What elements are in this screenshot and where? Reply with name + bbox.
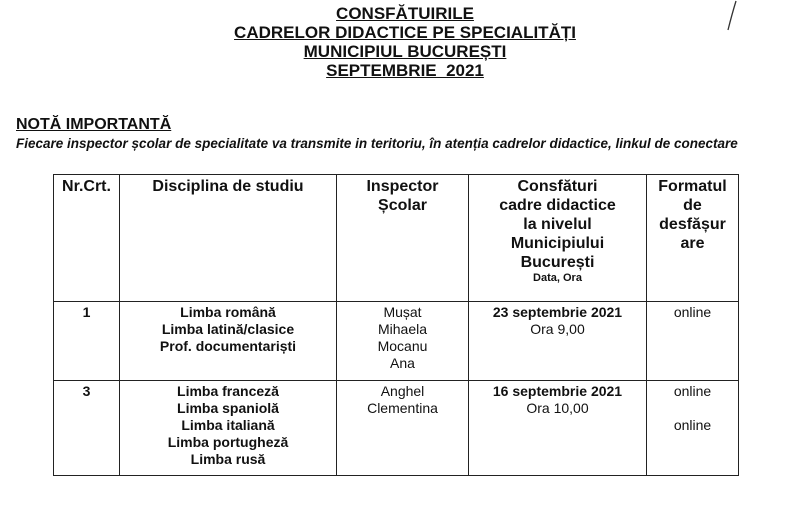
header-format-line: Formatul <box>658 178 727 195</box>
discipline-item: Limba italiană <box>181 417 275 433</box>
document-title <box>0 4 810 80</box>
title-line-1: CONSFĂTUIRILE <box>336 4 474 23</box>
meeting-date: 16 septembrie 2021 <box>492 383 623 399</box>
title-line-2: CADRELOR DIDACTICE PE SPECIALITĂȚI <box>234 23 576 42</box>
discipline-item: Limba rusă <box>190 451 266 467</box>
table-row <box>54 381 739 476</box>
header-meeting-sub: Data, Ora <box>533 272 582 284</box>
row-inspectors <box>337 302 469 381</box>
header-inspector-line: Școlar <box>378 197 427 214</box>
header-format-line: are <box>680 235 705 252</box>
meeting-date: 23 septembrie 2021 <box>492 304 623 320</box>
row-format <box>647 381 739 476</box>
inspector-name-part: Anghel <box>380 383 425 399</box>
title-line-3: MUNICIPIUL BUCUREȘTI <box>303 42 507 61</box>
header-inspector <box>337 175 469 302</box>
meeting-time: Ora 9,00 <box>530 321 585 337</box>
note-text: Fiecare inspector școlar de specialitate va transmite in teritoriu, în atenția cadrelor didactice, linkul de conectare <box>16 136 738 151</box>
note-title: NOTĂ IMPORTANTĂ <box>16 116 172 133</box>
header-nr: Nr.Crt. <box>54 175 120 302</box>
inspector-name-part: Mușat <box>383 304 422 320</box>
header-meeting-line: cadre didactice <box>499 197 616 214</box>
table-header-row <box>54 175 739 302</box>
row-nr: 3 <box>54 381 120 476</box>
discipline-item: Limba spaniolă <box>177 400 279 416</box>
header-meeting-line: la nivelul <box>523 216 592 233</box>
header-format <box>647 175 739 302</box>
header-meeting-line: București <box>520 254 595 271</box>
format-value: online <box>673 417 712 433</box>
header-format-line: desfășur <box>659 216 726 233</box>
header-meeting-line: Municipiului <box>510 235 605 252</box>
row-format <box>647 302 739 381</box>
row-datetime <box>469 381 647 476</box>
header-meeting <box>469 175 647 302</box>
discipline-item: Limba română <box>180 304 276 320</box>
header-meeting-line: Consfături <box>517 178 598 195</box>
format-spacer <box>650 400 735 417</box>
discipline-item: Limba portugheză <box>167 434 289 450</box>
inspector-name-part: Mocanu <box>377 338 428 354</box>
header-inspector-line: Inspector <box>366 178 439 195</box>
title-line-4: SEPTEMBRIE 2021 <box>326 61 484 80</box>
discipline-item: Limba franceză <box>177 383 279 399</box>
discipline-item: Prof. documentariști <box>159 338 297 354</box>
row-nr: 1 <box>54 302 120 381</box>
format-value: online <box>673 304 712 320</box>
header-discipline: Disciplina de studiu <box>120 175 337 302</box>
row-disciplines <box>120 302 337 381</box>
inspector-name-part: Clementina <box>367 400 438 416</box>
discipline-item: Limba latină/clasice <box>161 321 295 337</box>
table-row <box>54 302 739 381</box>
header-format-line: de <box>683 197 702 214</box>
row-inspectors <box>337 381 469 476</box>
inspector-name-part: Mihaela <box>377 321 428 337</box>
inspector-name-part: Ana <box>390 355 415 371</box>
row-disciplines <box>120 381 337 476</box>
schedule-table <box>53 174 739 476</box>
format-value: online <box>673 383 712 399</box>
meeting-time: Ora 10,00 <box>526 400 589 416</box>
row-datetime <box>469 302 647 381</box>
